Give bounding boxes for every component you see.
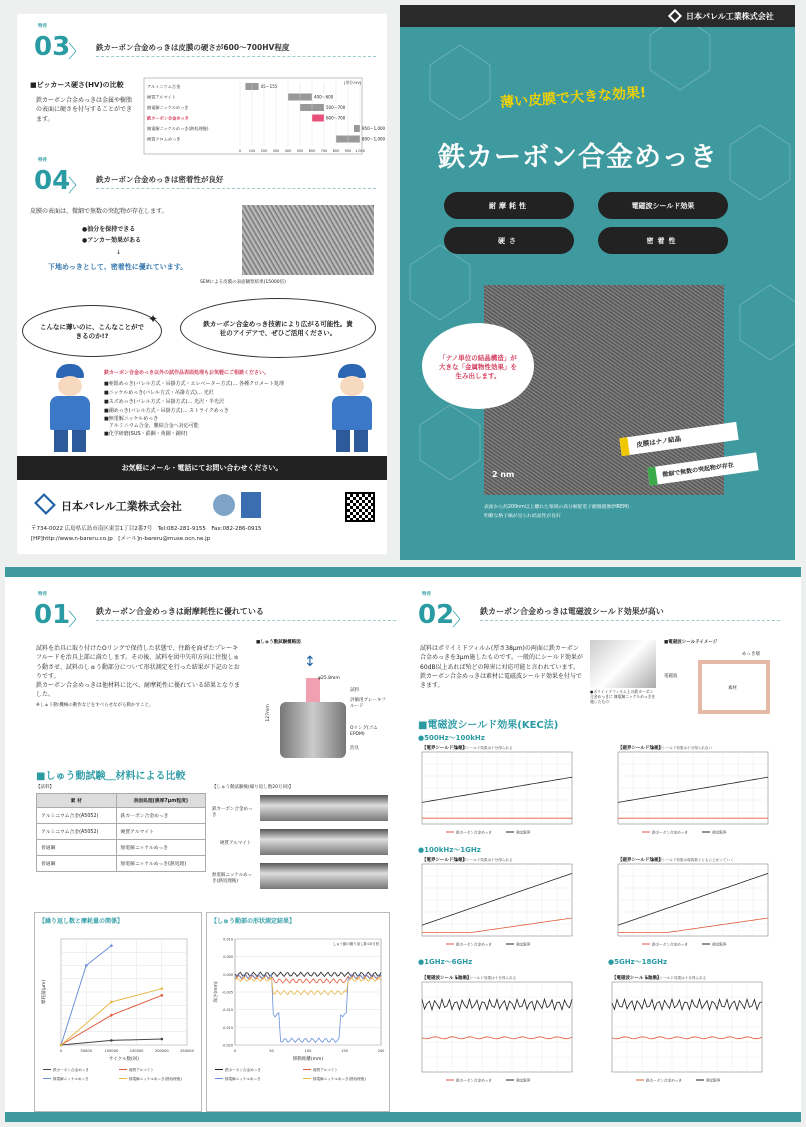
legend-label: 無電解ニッケルめっき: [225, 1077, 261, 1081]
panel-note: ▶電界シールド効果は十分得られる: [456, 858, 513, 862]
x-tick-label: 100: [304, 1049, 312, 1053]
panel-note: ▶電磁波シールド効果は十分得られる: [646, 976, 707, 980]
sparkle-icon: ✦: [148, 312, 159, 326]
company-logo-icon: [34, 493, 56, 515]
feature-04-label: 特長: [38, 158, 47, 163]
chart-note: しゅう動の繰り返し数:10万回: [332, 942, 379, 946]
data-point: [110, 944, 113, 947]
data-point: [161, 994, 164, 997]
certification-badge-icon: [213, 494, 235, 516]
company-block: [17, 480, 387, 554]
data-point: [110, 1001, 113, 1004]
y-tick-label: 0.010: [223, 937, 233, 942]
y-tick-label: -0.015: [222, 1025, 233, 1030]
emi-charts: [412, 728, 796, 1118]
company-name: 日本パレル工業株式会社: [61, 500, 182, 513]
hv-row-label: 無電解ニッケルめっき: [147, 105, 189, 110]
photo-rod: [260, 829, 388, 855]
chart-title: 【しゅう動部の形状測定結果】: [211, 918, 296, 925]
panel-title: 【電磁波シールド効果】: [422, 976, 472, 981]
x-tick-label: 200: [377, 1049, 385, 1053]
data-point: [110, 1014, 113, 1017]
x-tick-label: 100000: [104, 1049, 119, 1053]
band-label: ●500Hz～100kHz: [418, 734, 485, 742]
service-item: ■スズめっき(バレル方式・吊掛方式)… 光沢・半光沢: [104, 398, 225, 405]
panel-title: 【電界シールド効果】: [422, 858, 467, 863]
sem-caption: SEMによる皮膜の表面観察結果(15000倍): [200, 280, 286, 285]
pill-shield: 電磁波シールド効果: [598, 192, 728, 219]
s02-body: 試料はポリイミドフィルム(厚さ38μm)の両面に鉄カーボン合金めっきを3μm施したものです。一般的にシールド効果が60dB以上あれば殆どの障害に対応可能と言われています。鉄カーボン合金めっきは素材に電磁波シールド効果を付与できます。: [420, 645, 583, 690]
panel-title: 【電磁波シールド効果】: [612, 976, 662, 981]
pill-wear: 耐摩耗性: [444, 192, 574, 219]
x-tick-label: 150: [341, 1049, 348, 1053]
hv-range-label: 45～155: [260, 84, 278, 89]
legend-label: 測定限界: [516, 1078, 531, 1083]
hv-row-label: 硬質クロムめっき: [147, 136, 181, 142]
hv-body: 鉄カーボン合金めっきは金属や樹脂の表面に硬さを付与することができます。: [36, 97, 133, 123]
cover-caption-1: 表面から約200nm以上離れた領域の高分解能電子顕微鏡像(HREM): [484, 505, 630, 510]
photos-caption: 【しゅう動試験後(繰り返し数20万回)】: [212, 785, 294, 790]
legend-label: 測定限界: [706, 1078, 721, 1083]
hv-tick-label: 800: [332, 149, 340, 153]
legend-label: 鉄カーボン合金めっき: [652, 830, 688, 835]
y-tick-label: 0.005: [223, 955, 233, 960]
legend-label: 硬質アルマイト: [129, 1068, 154, 1072]
data-point: [60, 1044, 63, 1047]
hv-row-label: アルミニウム合金: [147, 84, 181, 89]
legend-label: 測定限界: [712, 830, 727, 835]
legend-label: 鉄カーボン合金めっき: [456, 1078, 492, 1083]
hv-tick-label: 100: [248, 149, 256, 153]
hv-range-label: 600～700: [326, 115, 346, 121]
x-axis-label: サイクル数(回): [109, 1057, 139, 1062]
panel-note: ▶磁界シールド効果は周波数とともに上がっていく: [652, 858, 734, 862]
feature-04-title: 鉄カーボン合金めっきは密着性が良好: [96, 174, 376, 189]
service-item: ■無電解ニッケルめっき: [104, 415, 159, 422]
panel-title: 【磁界シールド効果】: [618, 858, 663, 863]
hv-range-label: 800～1,000: [362, 136, 386, 142]
feature-02-title: 鉄カーボン合金めっきは電磁波シールド効果が高い: [480, 606, 780, 621]
panel-note: ▶磁界シールド効果は十分得られない: [652, 746, 713, 750]
data-point: [110, 1039, 113, 1042]
pill-hardness: 硬さ: [444, 227, 574, 254]
scale-bar-label: 2 nm: [492, 470, 515, 479]
web-line: [HP]http://www.n-bareru.co.jp [メール]n-bareru@muse.ocn.ne.jp: [31, 536, 211, 542]
feature-03-number: 03: [34, 32, 71, 62]
certification-badge-icon: [241, 492, 261, 518]
speech-bubble-2: 鉄カーボン合金めっき技術により広がる可能性。貴社のアイデアで、ぜひご活用ください。: [180, 298, 376, 358]
sliding-test-diagram: ■しゅう動試験概略図 ↕ φ25.8mm 試料 評価用ブレーキフルード Oリング(ゴムEPDM) 治具 127mm: [256, 640, 386, 760]
label-nanocrystal: 皮膜はナノ結晶: [619, 422, 738, 456]
hv-bar: [312, 115, 324, 122]
y-axis-label: 深さ(mm): [214, 981, 219, 1003]
feature-02-number: 02: [418, 600, 455, 630]
y-tick-label: -0.010: [222, 1008, 233, 1013]
profile-chart-panel: [206, 912, 390, 1112]
cover-tagline: 薄い皮膜で大きな効果!: [499, 84, 647, 112]
hardness-bar-chart: [144, 78, 386, 160]
material-table-grid: 素 材 表面処理(膜厚7μm程度) アルミニウム合金(A5052) 鉄カーボン合金めっき アルミニウム合金(A5052) 硬質アルマイト 普通鋼 無電解ニッケルめっき 普通鋼 無電解ニッケルめっき(熱処理): [36, 793, 206, 872]
hv-bar: [354, 125, 360, 132]
services-intro: 鉄カーボン合金めっき以外の試作品表面処理もお気軽にご相談ください。: [104, 370, 269, 376]
s04-bullet-2: ●アンカー効果がある: [82, 237, 141, 244]
hv-tick-label: 700: [320, 149, 328, 153]
service-item: ■銅めっき(バレル方式・吊掛方式)… ストライクめっき: [104, 407, 229, 414]
material-table: [36, 785, 206, 872]
panel-title: 【電界シールド効果】: [422, 746, 467, 751]
contact-banner: お気軽にメール・電話にてお問い合わせください。: [17, 456, 387, 480]
legend-label: 鉄カーボン合金めっき: [646, 1078, 682, 1083]
hv-subhead: ■ビッカース硬さ(HV)の比較: [30, 81, 124, 89]
down-arrow-icon: ↓: [116, 249, 122, 256]
table-row: 普通鋼 無電解ニッケルめっき(熱処理): [37, 855, 206, 871]
band-label: ●5GHz～18GHz: [608, 958, 668, 966]
diagram-title: ■しゅう動試験概略図: [256, 640, 301, 645]
legend-label: 測定限界: [516, 830, 531, 835]
x-tick-label: 0: [59, 1049, 63, 1053]
cover-caption-2: 明瞭な格子縞が見られ結晶性が良好: [484, 514, 561, 519]
sliding-table-head: ■しゅう動試験＿材料による比較: [36, 771, 186, 782]
qr-code-icon: [345, 492, 375, 522]
wear-chart-panel: [34, 912, 202, 1112]
legend-label: 鉄カーボン合金めっき: [652, 942, 688, 947]
x-tick-label: 50000: [80, 1049, 92, 1053]
legend-label: 測定限界: [516, 942, 531, 947]
panel-title: 【磁界シールド効果】: [618, 746, 663, 751]
feature-04-number: 04: [34, 166, 71, 196]
hv-tick-label: 1,000: [355, 149, 365, 153]
feature-03-label: 特長: [38, 24, 47, 29]
service-item: アルミニウム合金、難結合金へ対応可能: [104, 422, 199, 429]
photo-rod: [260, 795, 388, 821]
hv-tick-label: 500: [296, 149, 304, 153]
table-row: アルミニウム合金(A5052) 鉄カーボン合金めっき: [37, 807, 206, 823]
feature-03-title: 鉄カーボン合金めっきは皮膜の硬さが600～700HV程度: [96, 42, 376, 57]
speech-bubble-1: こんなに薄いのに、こんなことができるのか!?: [22, 305, 162, 357]
hv-tick-label: 900: [344, 149, 352, 153]
service-item: ■ニッケルめっき(バレル方式・吊掛方式)… 光沢: [104, 389, 214, 396]
hv-tick-label: 600: [308, 149, 316, 153]
y-tick-label: 0.000: [223, 972, 233, 977]
legend-label: 無電解ニッケルめっき(熱処理後): [129, 1077, 182, 1081]
legend-label: 鉄カーボン合金めっき: [225, 1068, 261, 1072]
table-row: 普通鋼 無電解ニッケルめっき: [37, 839, 206, 855]
cover-title: 鉄カーボン合金めっき: [438, 142, 718, 173]
s04-bullet-1: ●油分を保持できる: [82, 226, 136, 233]
hv-row-label: 無電解ニッケルめっき(熱処理後): [147, 126, 209, 131]
x-tick-label: 50: [269, 1049, 274, 1053]
worker-left-illustration: [40, 364, 100, 454]
profile-line-chart: [207, 913, 391, 1113]
feature-01-label: 特長: [38, 592, 47, 597]
hv-tick-label: 200: [260, 149, 268, 153]
sliding-photos: 【しゅう動試験後(繰り返し数20万回)】 鉄カーボン合金めっき 硬質アルマイト 無電解ニッケルめっき(熱処理後): [212, 785, 390, 897]
double-arrow-icon: ↕: [304, 654, 316, 670]
feature-02-label: 特長: [422, 592, 431, 597]
s04-conclusion: 下地めっきとして、密着性に優れています。: [48, 263, 188, 271]
services-list: [104, 370, 319, 439]
hv-range-label: 500～700: [326, 105, 346, 110]
hv-row-label: 硬質アルマイト: [147, 94, 177, 100]
cover-company: 日本パレル工業株式会社: [686, 12, 774, 21]
chevron-right-icon: 〉: [452, 610, 470, 631]
panel-note: ▶電界シールド効果は十分得られる: [456, 746, 513, 750]
film-photo: [590, 640, 656, 688]
x-tick-label: 200000: [154, 1049, 169, 1053]
y-tick-label: -0.020: [222, 1043, 233, 1048]
band-label: ●100kHz～1GHz: [418, 846, 481, 854]
chevron-right-icon: 〉: [68, 42, 86, 63]
table-caption: 【試料】: [36, 785, 54, 790]
shield-image-block: ■電磁波シールドイメージ めっき層 電磁波 素材: [664, 640, 784, 720]
panel-note: ▶電磁波シールド効果は十分得られる: [456, 976, 517, 980]
jig-body: [280, 702, 346, 758]
emi-shielding-charts: [412, 728, 796, 1118]
hv-unit: [単位:HV]: [344, 80, 362, 85]
hv-range-label: 400～600: [314, 94, 334, 100]
x-tick-label: 150000: [129, 1049, 144, 1053]
label-protrusions: 微細で無数の突起物が存在: [647, 452, 758, 485]
data-point: [161, 1038, 164, 1041]
hv-tick-label: 300: [272, 149, 280, 153]
data-point: [85, 964, 88, 967]
legend-label: 鉄カーボン合金めっき: [53, 1068, 89, 1072]
legend-label: 無電解ニッケルめっき: [53, 1077, 89, 1081]
x-tick-label: 0: [233, 1049, 237, 1053]
address-line: 〒734-0022 広島県広島市南区東雲1丁目2番7号 Tel:082-281-9155 Fax:082-286-0915: [31, 526, 262, 532]
chevron-right-icon: 〉: [68, 176, 86, 197]
worker-right-illustration: [322, 364, 382, 454]
chart-title: 【繰り返し数と摩耗量の関係】: [39, 918, 124, 925]
legend-label: 鉄カーボン合金めっき: [456, 942, 492, 947]
s04-body: 皮膜の表面は、微細で無数の突起物が存在します。: [30, 208, 168, 215]
band-label: ●1GHz～6GHz: [418, 958, 473, 966]
legend-label: 測定限界: [712, 942, 727, 947]
kec-head: ■電磁波シールド効果(KEC法): [418, 720, 559, 731]
legend-label: 硬質アルマイト: [313, 1068, 338, 1072]
hv-tick-label: 400: [284, 149, 292, 153]
photo-rod: [260, 863, 388, 889]
data-point: [161, 987, 164, 990]
hv-range-label: 950～1,000: [362, 126, 386, 131]
service-item: ■亜鉛めっき(バレル方式・吊掛方式・エレベーター方式)… 各種クロメート処理: [104, 380, 285, 387]
hardness-chart: [144, 78, 386, 160]
feature-01-title: 鉄カーボン合金めっきは耐摩耗性に優れている: [96, 606, 396, 621]
cover-page: [400, 5, 795, 560]
s01-body: 試料を治具に取り付けたOリングで保持した状態で、往路を面ぜたプレーキフルードを治具上部に満たします。その後、試料を図中矢印方向に往復しゅう動させ、試料のしゅう動部分について形状測定を行った結果が下記のとおりです。 鉄カーボン合金めっきは他材料に比べ、耐摩耗性に優れている結果となりました。 ※しゅう動:機械の動作などをすべらせながら動かすこと。: [36, 645, 240, 708]
y-axis-label: 摩耗量(μm): [42, 979, 47, 1005]
film-caption: ●ポリイミドフィルム上の鉄カーボン合金めっきに 無電解ニッケルめっきを施したもの: [590, 689, 656, 704]
chevron-right-icon: 〉: [68, 610, 86, 631]
sem-image: [242, 205, 374, 275]
hv-row-label: 鉄カーボン合金めっき: [147, 115, 189, 121]
hv-tick-label: 0: [238, 149, 242, 153]
table-row: アルミニウム合金(A5052) 硬質アルマイト: [37, 823, 206, 839]
legend-label: 鉄カーボン合金めっき: [456, 830, 492, 835]
wear-line-chart: [35, 913, 203, 1113]
service-item: ■化学研磨(SUS・鉄鋼・黄銅・銅材): [104, 430, 188, 437]
x-axis-label: 移動距離(mm): [292, 1057, 324, 1062]
overlay-callout: 「ナノ単位の結晶構造」が大きな「金属物性効果」を生み出します。: [422, 323, 534, 409]
feature-01-number: 01: [34, 600, 71, 630]
x-tick-label: 250000: [180, 1049, 194, 1053]
legend-label: 無電解ニッケルめっき(熱処理後): [313, 1077, 366, 1081]
y-tick-label: -0.005: [222, 990, 233, 995]
pill-adhesion: 密着性: [598, 227, 728, 254]
